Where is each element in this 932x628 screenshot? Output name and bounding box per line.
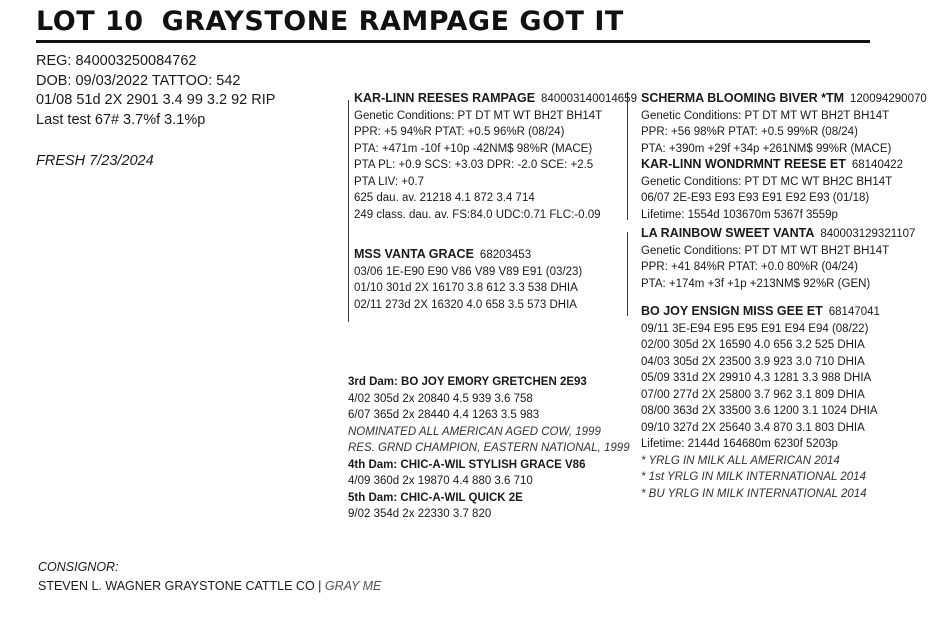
sire-dam-reg: 68140422 <box>851 159 904 171</box>
sire-sire-line: Genetic Conditions: PT DT MT WT BH2T BH14T <box>641 109 890 122</box>
dam-sire-name: LA RAINBOW SWEET VANTA <box>641 226 815 240</box>
last-test: Last test 67# 3.7%f 3.1%p <box>36 111 206 128</box>
dam-dam-line: Lifetime: 2144d 164680m 6230f 5203p <box>641 438 838 450</box>
sire-line: PTA: +471m -10f +10p -42NM$ 98%R (MACE) <box>354 142 593 155</box>
animal-info <box>36 52 275 130</box>
fourth-dam-heading: 4th Dam: CHIC-A-WIL STYLISH GRACE V86 <box>348 458 586 471</box>
consignor-separator: | <box>318 579 322 593</box>
dam-sire-line: Genetic Conditions: PT DT MT WT BH2T BH14T <box>641 244 890 257</box>
dam-dam-line: 05/09 331d 2X 29910 4.3 1281 3.3 988 DHIA <box>641 372 872 384</box>
sire-line: PTA LIV: +0.7 <box>354 175 424 188</box>
sire-sire-block <box>641 90 927 157</box>
sire-sire-line: PTA: +390m +29f +34p +261NM$ 99%R (MACE) <box>641 142 892 155</box>
consignor-alt: GRAY ME <box>324 579 382 593</box>
sire-block <box>354 90 637 223</box>
dam-line: 01/10 301d 2X 16170 3.8 612 3.3 538 DHIA <box>354 282 578 294</box>
third-dam-note: NOMINATED ALL AMERICAN AGED COW, 1999 <box>348 425 601 438</box>
sire-dam-name: KAR-LINN WONDRMNT REESE ET <box>641 157 846 171</box>
third-dam-note: RES. GRND CHAMPION, EASTERN NATIONAL, 1999 <box>348 442 630 454</box>
title-rule <box>36 40 870 43</box>
lot-title <box>36 6 624 37</box>
dam-dam-line: 07/00 277d 2X 25800 3.7 962 3.1 809 DHIA <box>641 388 865 401</box>
dam-sire-block <box>641 225 915 292</box>
production-record: 01/08 51d 2X 2901 3.4 99 3.2 92 RIP <box>36 92 276 108</box>
fifth-dam-heading: 5th Dam: CHIC-A-WIL QUICK 2E <box>348 491 523 504</box>
consignor-name: STEVEN L. WAGNER GRAYSTONE CATTLE CO <box>38 579 315 593</box>
dam-line: 03/06 1E-E90 E90 V86 V89 V89 E91 (03/23) <box>354 265 583 278</box>
dam-block <box>354 246 582 313</box>
dam-dam-note: * 1st YRLG IN MILK INTERNATIONAL 2014 <box>641 471 866 483</box>
dam-dam-name: BO JOY ENSIGN MISS GEE ET <box>641 304 823 318</box>
consignor-label: CONSIGNOR: <box>38 560 119 574</box>
pedigree-line-sire <box>348 100 349 322</box>
animal-name: GRAYSTONE RAMPAGE GOT IT <box>161 6 624 37</box>
dam-sire-line: PPR: +41 84%R PTAT: +0.0 80%R (04/24) <box>641 261 858 273</box>
pedigree-line-dam-side <box>627 232 628 316</box>
sire-line: PPR: +5 94%R PTAT: +0.5 96%R (08/24) <box>354 126 565 138</box>
sire-line: 249 class. dau. av. FS:84.0 UDC:0.71 FLC:-0.09 <box>354 208 601 221</box>
dam-dam-block <box>641 303 880 502</box>
third-dam-line: 6/07 365d 2x 28440 4.4 1263 3.5 983 <box>348 409 540 421</box>
dam-sire-reg: 840003129321107 <box>820 228 916 240</box>
sire-dam-line: Lifetime: 1554d 103670m 5367f 3559p <box>641 208 838 221</box>
consignor-block <box>38 558 381 596</box>
third-dam-heading: 3rd Dam: BO JOY EMORY GRETCHEN 2E93 <box>348 376 587 388</box>
dam-dam-line: 09/10 327d 2X 25640 3.4 870 3.1 803 DHIA <box>641 421 865 434</box>
lower-dams-block <box>348 374 630 523</box>
lot-label: LOT 10 <box>36 6 144 37</box>
registration: REG: 840003250084762 <box>36 53 197 69</box>
fifth-dam-line: 9/02 354d 2x 22330 3.7 820 <box>348 508 492 520</box>
sire-line: PTA PL: +0.9 SCS: +3.03 DPR: -2.0 SCE: +2.5 <box>354 159 594 171</box>
dam-dam-reg: 68147041 <box>828 306 880 318</box>
sire-dam-line: Genetic Conditions: PT DT MC WT BH2C BH14T <box>641 175 893 188</box>
dam-sire-line: PTA: +174m +3f +1p +213NM$ 92%R (GEN) <box>641 277 871 290</box>
sire-name: KAR-LINN REESES RAMPAGE <box>354 91 536 105</box>
sire-sire-reg: 120094290070 <box>850 93 927 105</box>
dam-dam-line: 09/11 3E-E94 E95 E95 E91 E94 E94 (08/22) <box>641 322 869 335</box>
sire-line: Genetic Conditions: PT DT MT WT BH2T BH14T <box>354 109 603 122</box>
sire-sire-line: PPR: +56 98%R PTAT: +0.5 99%R (08/24) <box>641 126 858 138</box>
sire-dam-line: 06/07 2E-E93 E93 E93 E91 E92 E93 (01/18) <box>641 192 870 204</box>
dam-dam-line: 08/00 363d 2X 33500 3.6 1200 3.1 1024 DHIA <box>641 405 878 417</box>
dam-dam-line: 02/00 305d 2X 16590 4.0 656 3.2 525 DHIA <box>641 339 865 351</box>
sire-line: 625 dau. av. 21218 4.1 872 3.4 714 <box>354 192 535 204</box>
dob-tattoo: DOB: 09/03/2022 TATTOO: 542 <box>36 72 241 89</box>
dam-dam-note: * BU YRLG IN MILK INTERNATIONAL 2014 <box>641 487 867 500</box>
sire-dam-block <box>641 156 903 223</box>
fourth-dam-line: 4/09 360d 2x 19870 4.4 880 3.6 710 <box>348 475 533 487</box>
third-dam-line: 4/02 305d 2x 20840 4.5 939 3.6 758 <box>348 392 533 405</box>
sire-reg: 840003140014659 <box>541 93 637 105</box>
dam-name: MSS VANTA GRACE <box>354 247 474 261</box>
dam-dam-note: * YRLG IN MILK ALL AMERICAN 2014 <box>641 454 840 467</box>
dam-dam-line: 04/03 305d 2X 23500 3.9 923 3.0 710 DHIA <box>641 355 865 368</box>
dam-line: 02/11 273d 2X 16320 4.0 658 3.5 573 DHIA <box>354 298 577 311</box>
dam-reg: 68203453 <box>479 249 532 261</box>
fresh-date: FRESH 7/23/2024 <box>36 153 154 169</box>
sire-sire-name: SCHERMA BLOOMING BIVER *TM <box>641 91 845 105</box>
